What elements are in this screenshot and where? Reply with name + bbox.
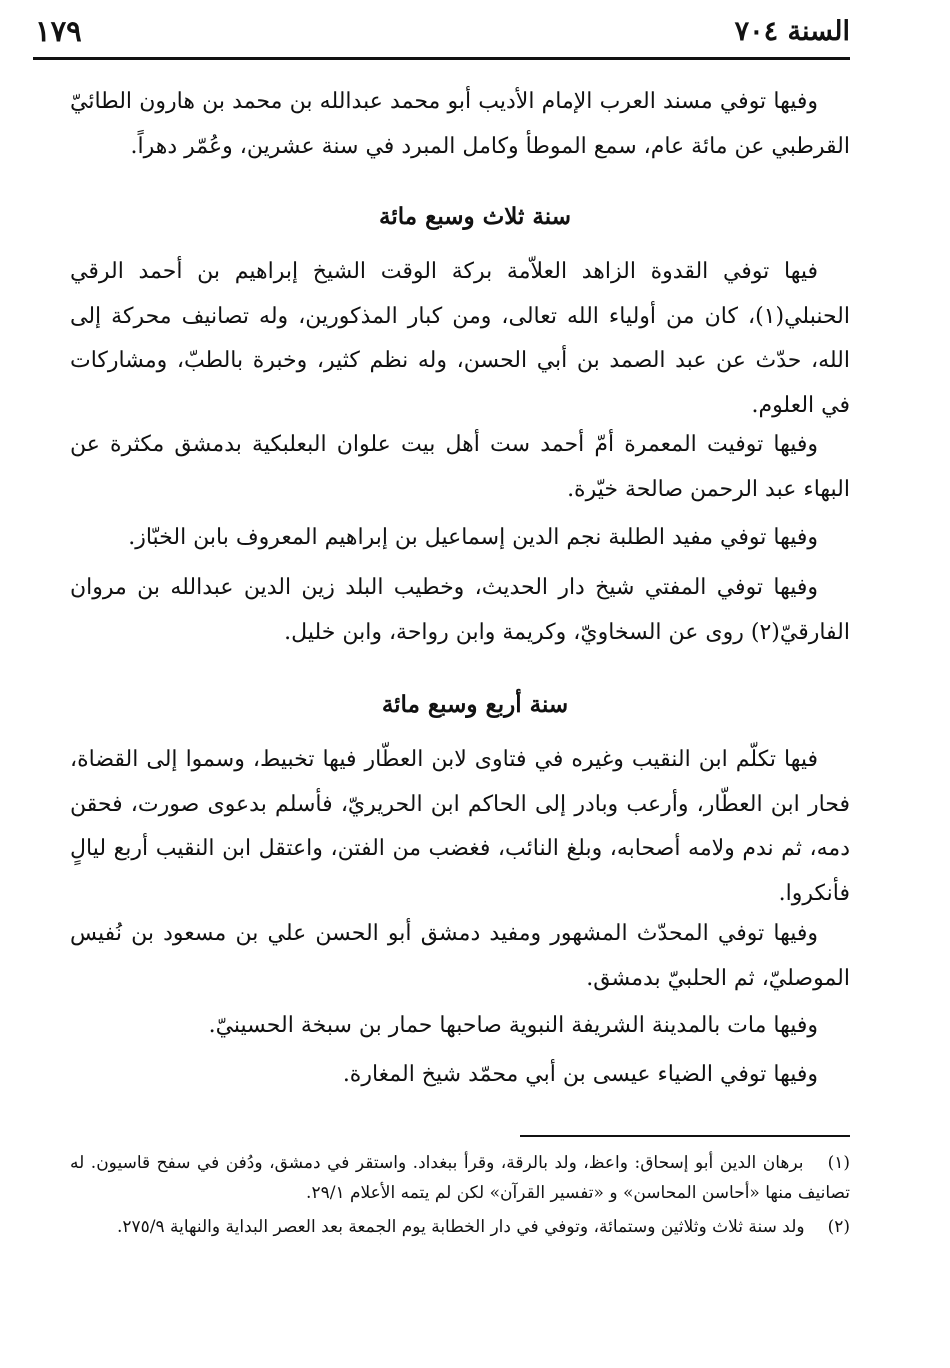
section-heading-703: سنة ثلاث وسبع مائة [379, 203, 571, 230]
footnote-2 [70, 1212, 850, 1242]
paragraph-intro: وفيها توفي مسند العرب الإمام الأديب أبو محمد عبدالله بن محمد بن هارون الطائيّ القرطبي عن مائة عام، سمع الموطأ وكامل المبرد في سنة عشرين، وعُمّر دهراً. [70, 89, 850, 159]
header-rule [33, 57, 850, 60]
paragraph-703-1: فيها توفي القدوة الزاهد العلاّمة بركة الوقت الشيخ إبراهيم بن أحمد الرقي الحنبلي(١)، كان من أولياء الله تعالى، ومن كبار المذكورين، وله تصانيف محركة إلى الله، حدّث عن عبد الصمد بن أبي الحسن، وله نظم كثير، وخبرة بالطبّ، ومشاركات في العلوم. [70, 259, 850, 418]
paragraph-703-4: وفيها توفي المفتي شيخ دار الحديث، وخطيب البلد زين الدين عبدالله بن مروان الفارقيّ(٢) روى عن السخاويّ، وكريمة وابن رواحة، وابن خليل. [70, 575, 850, 645]
footnote-1 [70, 1148, 850, 1208]
paragraph-703-3: وفيها توفي مفيد الطلبة نجم الدين إسماعيل بن إبراهيم المعروف بابن الخبّاز. [128, 525, 818, 550]
footnote-text: ولد سنة ثلاث وثلاثين وستمائة، وتوفي في دار الخطابة يوم الجمعة بعد العصر البداية والنهاية ٢٧٥/٩. [116, 1217, 805, 1237]
paragraph-704-4: وفيها توفي الضياء عيسى بن أبي محمّد شيخ المغارة. [342, 1062, 818, 1087]
footnote-marker: (٢) [827, 1217, 850, 1237]
footnote-separator [520, 1135, 850, 1137]
paragraph-704-2: وفيها توفي المحدّث المشهور ومفيد دمشق أبو الحسن علي بن مسعود بن نُفيس الموصليّ، ثم الحلبيّ بدمشق. [70, 921, 850, 991]
paragraph-704-1: فيها تكلّم ابن النقيب وغيره في فتاوى لابن العطّار فيها تخبيط، وسموا إلى القضاة، فحار ابن العطّار، وأرعب وبادر إلى الحاكم ابن الحريريّ، فأسلم بدعوى صورت، فحقن دمه، ثم ندم ولامه أصحابه، وبلغ النائب، فغضب من الفتن، واعتقل ابن النقيب أربع ليالٍ فأنكروا. [70, 747, 850, 906]
section-heading-704: سنة أربع وسبع مائة [381, 691, 569, 718]
paragraph-704-3: وفيها مات بالمدينة الشريفة النبوية صاحبها حمار بن سبخة الحسينيّ. [208, 1013, 818, 1038]
footnote-marker: (١) [827, 1153, 850, 1173]
paragraph-703-2: وفيها توفيت المعمرة أمّ أحمد ست أهل بيت علوان البعلبكية بدمشق مكثرة عن البهاء عبد الرحمن صالحة خيّرة. [70, 432, 850, 502]
page-number: ١٧٩ [35, 14, 82, 48]
running-header-year: السنة ٧٠٤ [734, 16, 850, 47]
footnote-text: برهان الدين أبو إسحاق: واعظ، ولد بالرقة، وقرأ ببغداد. واستقر في دمشق، ودُفن في سفح قاسيون. له تصانيف منها «أحاسن المحاسن» و «تفسير القرآن» لكن لم يتمه الأعلام ٢٩/١. [70, 1153, 850, 1203]
